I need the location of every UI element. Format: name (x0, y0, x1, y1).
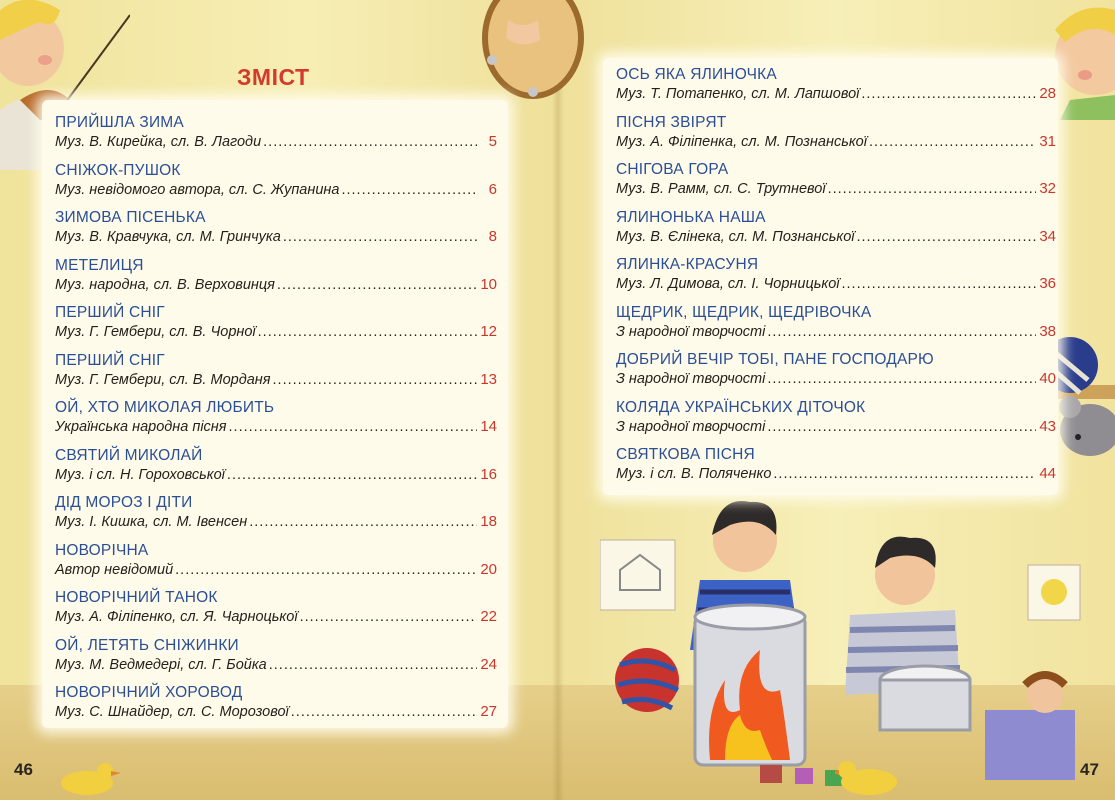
song-page-number: 20 (480, 560, 497, 578)
song-credit: Муз. І. Кишка, сл. М. Івенсен (55, 514, 248, 530)
song-title: НОВОРІЧНИЙ ХОРОВОД (55, 684, 243, 701)
song-title: КОЛЯДА УКРАЇНСЬКИХ ДІТОЧОК (616, 398, 866, 416)
song-title: ПЕРШИЙ СНІГ (55, 351, 165, 369)
credit-line (55, 180, 497, 200)
contents-entry (55, 447, 497, 495)
contents-entry (616, 209, 1056, 257)
dot-leader (269, 655, 477, 675)
contents-entry (55, 209, 497, 257)
credit-line (55, 560, 497, 580)
credit-line (616, 417, 1056, 437)
dot-leader (828, 179, 1036, 199)
contents-entry (616, 114, 1056, 162)
song-page-number: 40 (1039, 370, 1056, 387)
credit-line (55, 655, 497, 675)
song-title: ОСЬ ЯКА ЯЛИНОЧКА (616, 66, 777, 83)
contents-entry (616, 161, 1056, 209)
song-title: ДІД МОРОЗ І ДІТИ (55, 494, 193, 511)
dot-leader (229, 417, 477, 437)
song-page-number: 13 (480, 370, 497, 388)
dot-leader (767, 369, 1036, 389)
credit-line (616, 464, 1056, 484)
child-peeking-illustration (1050, 0, 1115, 120)
credit-line (616, 179, 1056, 199)
dot-leader (869, 132, 1036, 152)
contents-entry (616, 351, 1056, 399)
credit-line (616, 369, 1056, 389)
song-title: ПІСНЯ ЗВІРЯТ (616, 113, 727, 131)
song-credit: Муз. В. Рамм, сл. С. Трутневої (616, 181, 826, 197)
dot-leader (263, 132, 477, 152)
song-title: НОВОРІЧНА (55, 541, 149, 559)
contents-entry (55, 304, 497, 352)
song-credit: Муз. М. Ведмедері, сл. Г. Бойка (55, 656, 267, 673)
song-title: ПЕРШИЙ СНІГ (55, 304, 165, 321)
contents-entry (616, 66, 1056, 114)
song-page-number: 18 (480, 513, 497, 530)
song-title: ЯЛИНКА-КРАСУНЯ (616, 256, 759, 273)
song-page-number: 8 (488, 228, 497, 245)
contents-entry (55, 542, 497, 590)
credit-line (55, 322, 497, 342)
song-title: МЕТЕЛИЦЯ (55, 256, 144, 274)
contents-entry (55, 162, 497, 210)
contents-entry (616, 399, 1056, 447)
song-title: ЯЛИНОНЬКА НАША (616, 208, 766, 226)
song-page-number: 28 (1039, 85, 1056, 102)
song-credit: Муз. народна, сл. В. Верховинця (55, 276, 275, 293)
song-page-number: 34 (1039, 227, 1056, 245)
dot-leader (227, 465, 477, 485)
song-title: СВЯТКОВА ПІСНЯ (616, 446, 755, 463)
contents-entry (55, 257, 497, 305)
song-credit: Муз. Г. Гембери, сл. В. Чорної (55, 324, 256, 340)
song-page-number: 27 (480, 703, 497, 720)
credit-line (55, 702, 497, 722)
song-credit: Муз. В. Кирейка, сл. В. Лагоди (55, 134, 262, 150)
song-credit: Муз. А. Філіпенко, сл. Я. Чарноцької (55, 609, 298, 625)
song-page-number: 32 (1039, 180, 1056, 197)
song-title: ЗИМОВА ПІСЕНЬКА (55, 209, 206, 226)
song-page-number: 12 (480, 323, 497, 340)
song-credit: З народної творчості (616, 418, 766, 435)
credit-line (55, 512, 497, 532)
contents-entry (55, 589, 497, 637)
credit-line (55, 465, 497, 485)
song-title: ПРИЙШЛА ЗИМА (55, 114, 184, 131)
toy-duck-left-illustration (55, 755, 120, 800)
credit-line (616, 274, 1056, 294)
dot-leader (857, 227, 1037, 247)
contents-title: ЗМІСТ (237, 64, 310, 90)
song-credit: Муз. невідомого автора, сл. С. Жупанина (55, 181, 340, 198)
song-credit: Муз. В. Кравчука, сл. М. Гринчука (55, 229, 281, 245)
song-page-number: 10 (480, 275, 497, 293)
contents-list-right (616, 66, 1056, 494)
credit-line (55, 132, 497, 152)
song-page-number: 24 (480, 655, 497, 673)
song-title: НОВОРІЧНИЙ ТАНОК (55, 589, 218, 606)
song-credit: З народної творчості (616, 323, 766, 340)
contents-list-left (55, 114, 497, 732)
song-title: СНІГОВА ГОРА (616, 161, 729, 178)
dot-leader (300, 607, 477, 627)
dot-leader (249, 512, 477, 532)
dot-leader (767, 322, 1036, 342)
page-number-left: 46 (14, 760, 33, 779)
contents-entry (55, 114, 497, 162)
song-page-number: 22 (480, 608, 497, 625)
credit-line (55, 607, 497, 627)
contents-entry (55, 352, 497, 400)
dot-leader (773, 464, 1036, 484)
credit-line (616, 132, 1056, 152)
contents-entry (55, 637, 497, 685)
song-title: ОЙ, ХТО МИКОЛАЯ ЛЮБИТЬ (55, 399, 275, 416)
song-credit: Автор невідомий (55, 561, 174, 578)
page-number-right: 47 (1080, 760, 1099, 779)
credit-line (616, 227, 1056, 247)
song-credit: Муз. В. Єлінека, сл. М. Познанської (616, 228, 855, 245)
contents-entry (55, 684, 497, 732)
dot-leader (175, 560, 477, 580)
song-page-number: 16 (480, 465, 497, 483)
song-page-number: 31 (1039, 132, 1056, 150)
song-page-number: 43 (1039, 417, 1056, 435)
contents-entry (616, 256, 1056, 304)
song-page-number: 38 (1039, 322, 1056, 340)
dot-leader (258, 322, 477, 342)
dot-leader (767, 417, 1036, 437)
dot-leader (283, 227, 477, 247)
song-title: ЩЕДРИК, ЩЕДРИК, ЩЕДРІВОЧКА (616, 303, 872, 321)
song-title: СНІЖОК-ПУШОК (55, 161, 181, 179)
song-credit: Муз. Г. Гембери, сл. В. Морданя (55, 371, 271, 388)
contents-entry (55, 494, 497, 542)
credit-line (616, 322, 1056, 342)
contents-entry (616, 446, 1056, 494)
toy-duck-right-illustration (835, 752, 905, 800)
credit-line (616, 84, 1056, 104)
credit-line (55, 227, 497, 247)
song-title: СВЯТИЙ МИКОЛАЙ (55, 446, 203, 464)
song-credit: Українська народна пісня (55, 419, 227, 435)
song-credit: Муз. Т. Потапенко, сл. М. Лапшової (616, 86, 860, 102)
credit-line (55, 417, 497, 437)
dot-leader (861, 84, 1036, 104)
dot-leader (341, 180, 477, 200)
song-page-number: 6 (488, 180, 497, 198)
tambourine-hand-illustration (478, 0, 588, 100)
song-credit: Муз. Л. Димова, сл. І. Чорницької (616, 276, 840, 292)
credit-line (55, 370, 497, 390)
contents-entry (616, 304, 1056, 352)
dot-leader (291, 702, 477, 722)
song-credit: Муз. С. Шнайдер, сл. С. Морозової (55, 704, 289, 720)
dot-leader (273, 370, 477, 390)
song-title: ДОБРИЙ ВЕЧІР ТОБІ, ПАНЕ ГОСПОДАРЮ (616, 351, 934, 368)
dot-leader (277, 275, 477, 295)
song-credit: Муз. і сл. В. Поляченко (616, 466, 772, 482)
song-page-number: 44 (1039, 465, 1056, 482)
credit-line (55, 275, 497, 295)
song-credit: Муз. і сл. Н. Гороховської (55, 466, 225, 483)
song-page-number: 14 (480, 418, 497, 435)
song-title: ОЙ, ЛЕТЯТЬ СНІЖИНКИ (55, 636, 239, 654)
song-credit: З народної творчості (616, 371, 766, 387)
dot-leader (842, 274, 1037, 294)
song-page-number: 5 (488, 133, 497, 150)
book-gutter (552, 0, 564, 800)
song-credit: Муз. А. Філіпенка, сл. М. Познанської (616, 133, 867, 150)
contents-entry (55, 399, 497, 447)
song-page-number: 36 (1039, 275, 1056, 292)
